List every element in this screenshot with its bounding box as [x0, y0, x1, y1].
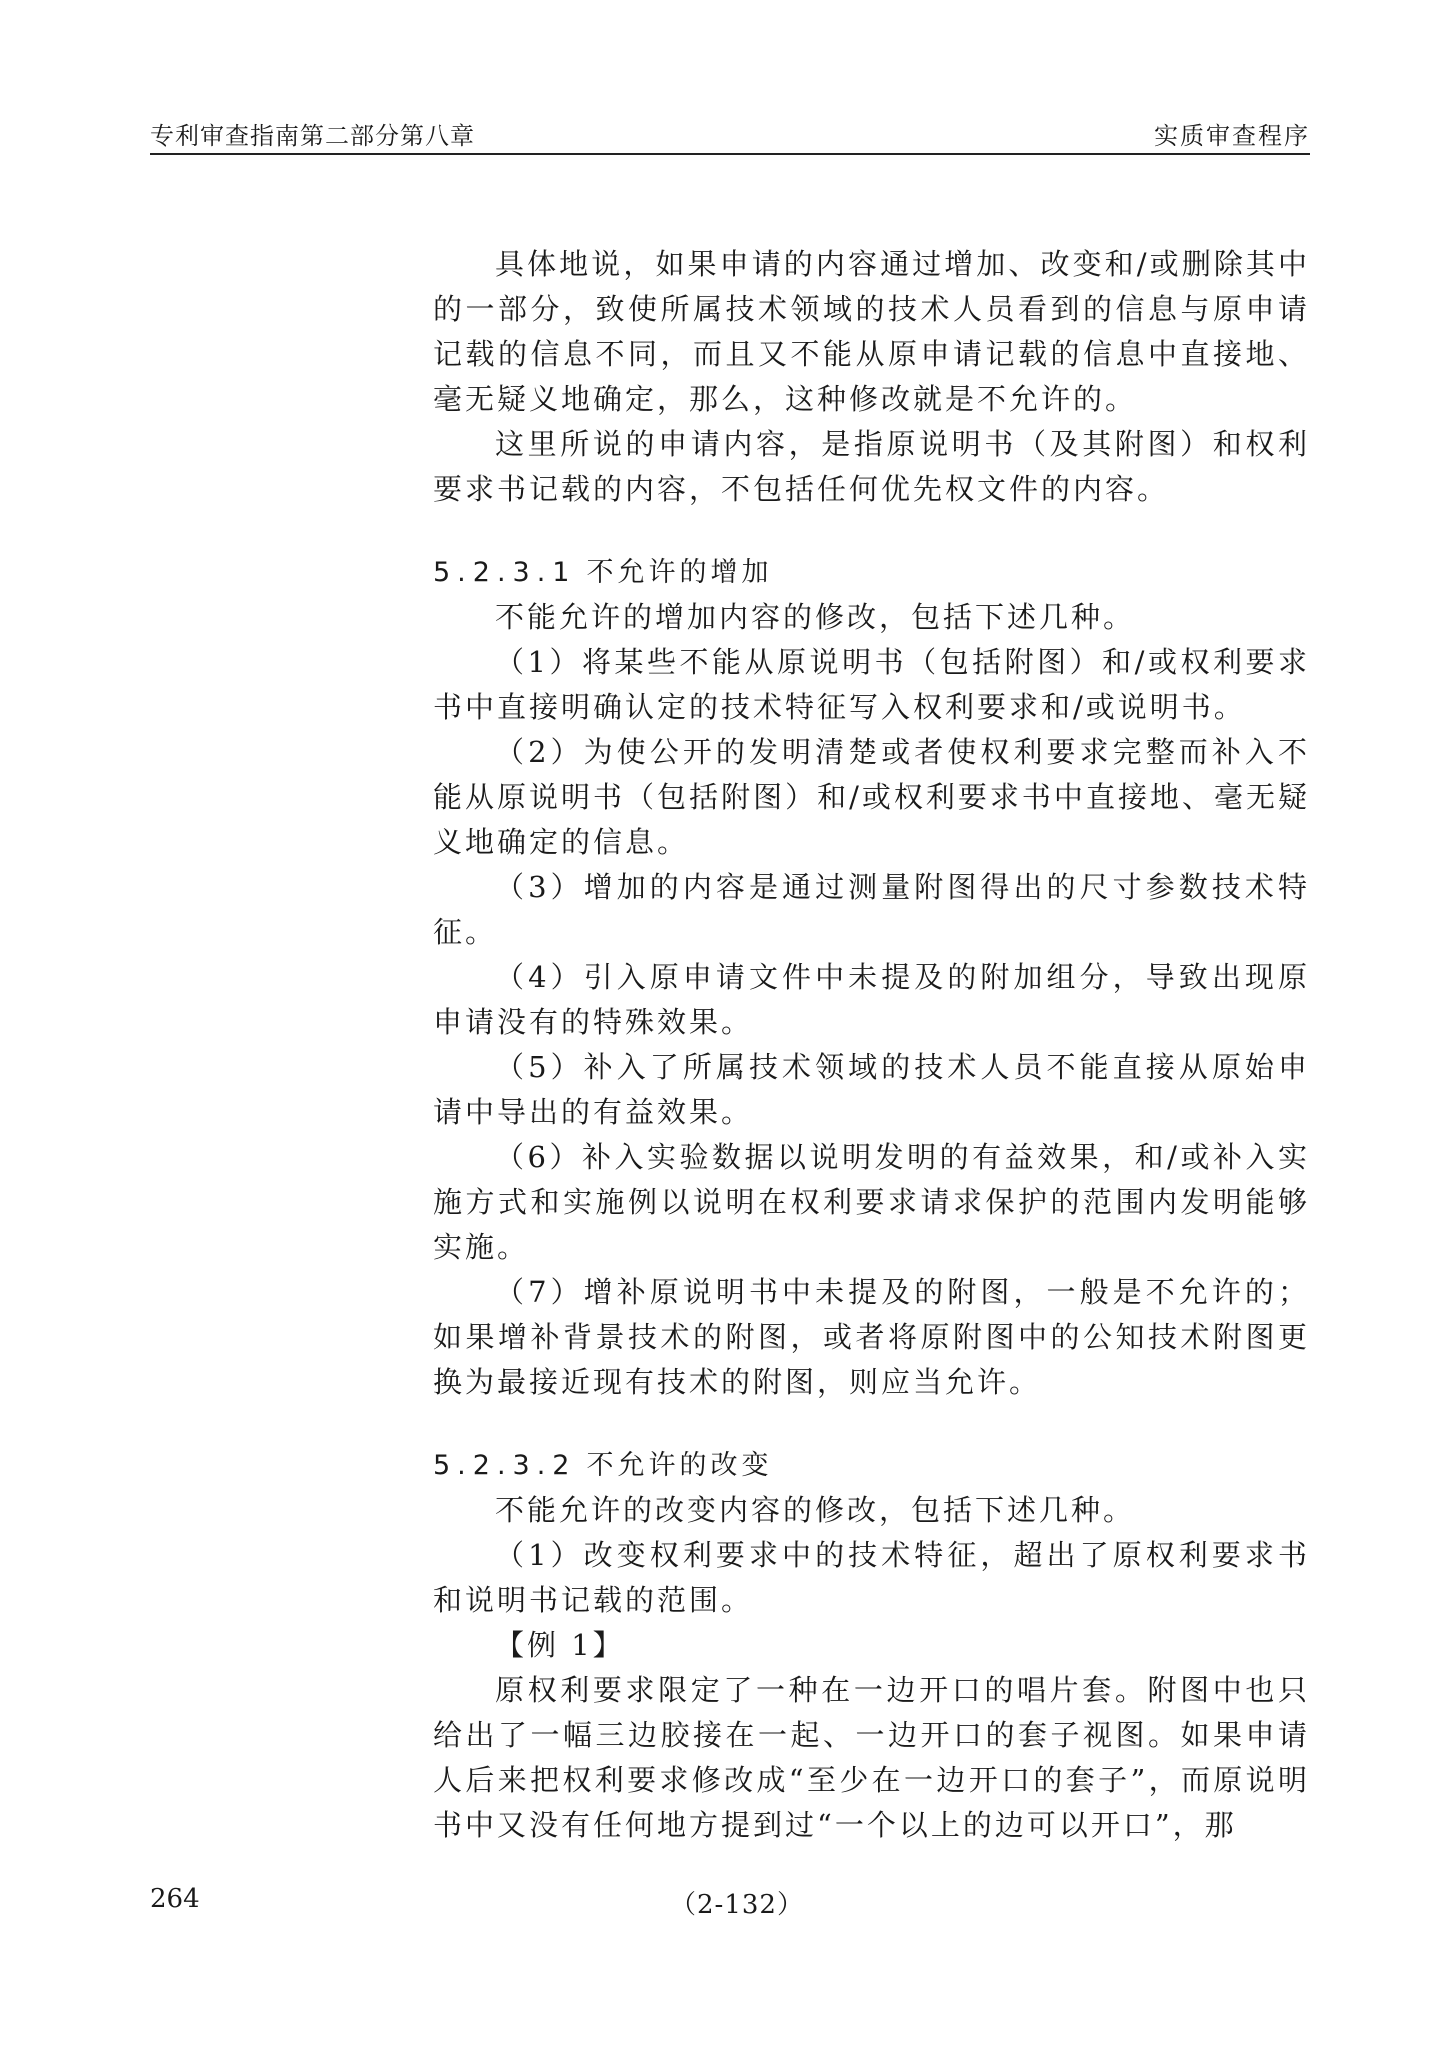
list-item: （1）改变权利要求中的技术特征，超出了原权利要求书和说明书记载的范围。	[433, 1538, 1310, 1617]
paragraph: 不能允许的改变内容的修改，包括下述几种。	[495, 1493, 1136, 1527]
list-item: （4）引入原申请文件中未提及的附加组分，导致出现原申请没有的特殊效果。	[433, 960, 1310, 1039]
list-item: （7）增补原说明书中未提及的附图，一般是不允许的；如果增补背景技术的附图，或者将原附图中的公知技术附图更换为最接近现有技术的附图，则应当允许。	[433, 1275, 1310, 1399]
section-number: 5.2.3.1	[433, 557, 577, 588]
list-item: （6）补入实验数据以说明发明的有益效果，和/或补入实施方式和实施例以说明在权利要求请求保护的范围内发明能够实施。	[433, 1140, 1310, 1264]
section-heading-5-2-3-1	[433, 550, 1310, 595]
list-item: （5）补入了所属技术领域的技术人员不能直接从原始申请中导出的有益效果。	[433, 1050, 1310, 1129]
example-label: 【例 1】	[495, 1628, 625, 1662]
header-chapter-title: 专利审查指南第二部分第八章	[150, 122, 475, 150]
example-text: 原权利要求限定了一种在一边开口的唱片套。附图中也只给出了一幅三边胶接在一起、一边开口的套子视图。如果申请人后来把权利要求修改成“至少在一边开口的套子”，而原说明书中又没有任何地方提到过“一个以上的边可以开口”，那	[433, 1673, 1310, 1842]
section-title: 不允许的增加	[586, 557, 773, 588]
page-number: 264	[150, 1884, 200, 1914]
section-title: 不允许的改变	[586, 1450, 773, 1481]
header-divider	[150, 153, 1310, 155]
paragraph: 不能允许的增加内容的修改，包括下述几种。	[495, 600, 1136, 634]
paragraph: 这里所说的申请内容，是指原说明书（及其附图）和权利要求书记载的内容，不包括任何优先权文件的内容。	[433, 427, 1310, 506]
list-item: （3）增加的内容是通过测量附图得出的尺寸参数技术特征。	[433, 870, 1310, 949]
section-number: 5.2.3.2	[433, 1450, 577, 1481]
list-item: （2）为使公开的发明清楚或者使权利要求完整而补入不能从原说明书（包括附图）和/或权利要求书中直接地、毫无疑义地确定的信息。	[433, 735, 1310, 859]
section-page-number: （2-132）	[670, 1890, 804, 1920]
paragraph: 具体地说，如果申请的内容通过增加、改变和/或删除其中的一部分，致使所属技术领域的技术人员看到的信息与原申请记载的信息不同，而且又不能从原申请记载的信息中直接地、毫无疑义地确定，那么，这种修改就是不允许的。	[433, 247, 1310, 416]
page-body	[433, 242, 1310, 1848]
running-header	[150, 112, 1310, 152]
section-heading-5-2-3-2	[433, 1443, 1310, 1488]
header-section-title: 实质审查程序	[1154, 122, 1310, 150]
list-item: （1）将某些不能从原说明书（包括附图）和/或权利要求书中直接明确认定的技术特征写入权利要求和/或说明书。	[433, 645, 1310, 724]
